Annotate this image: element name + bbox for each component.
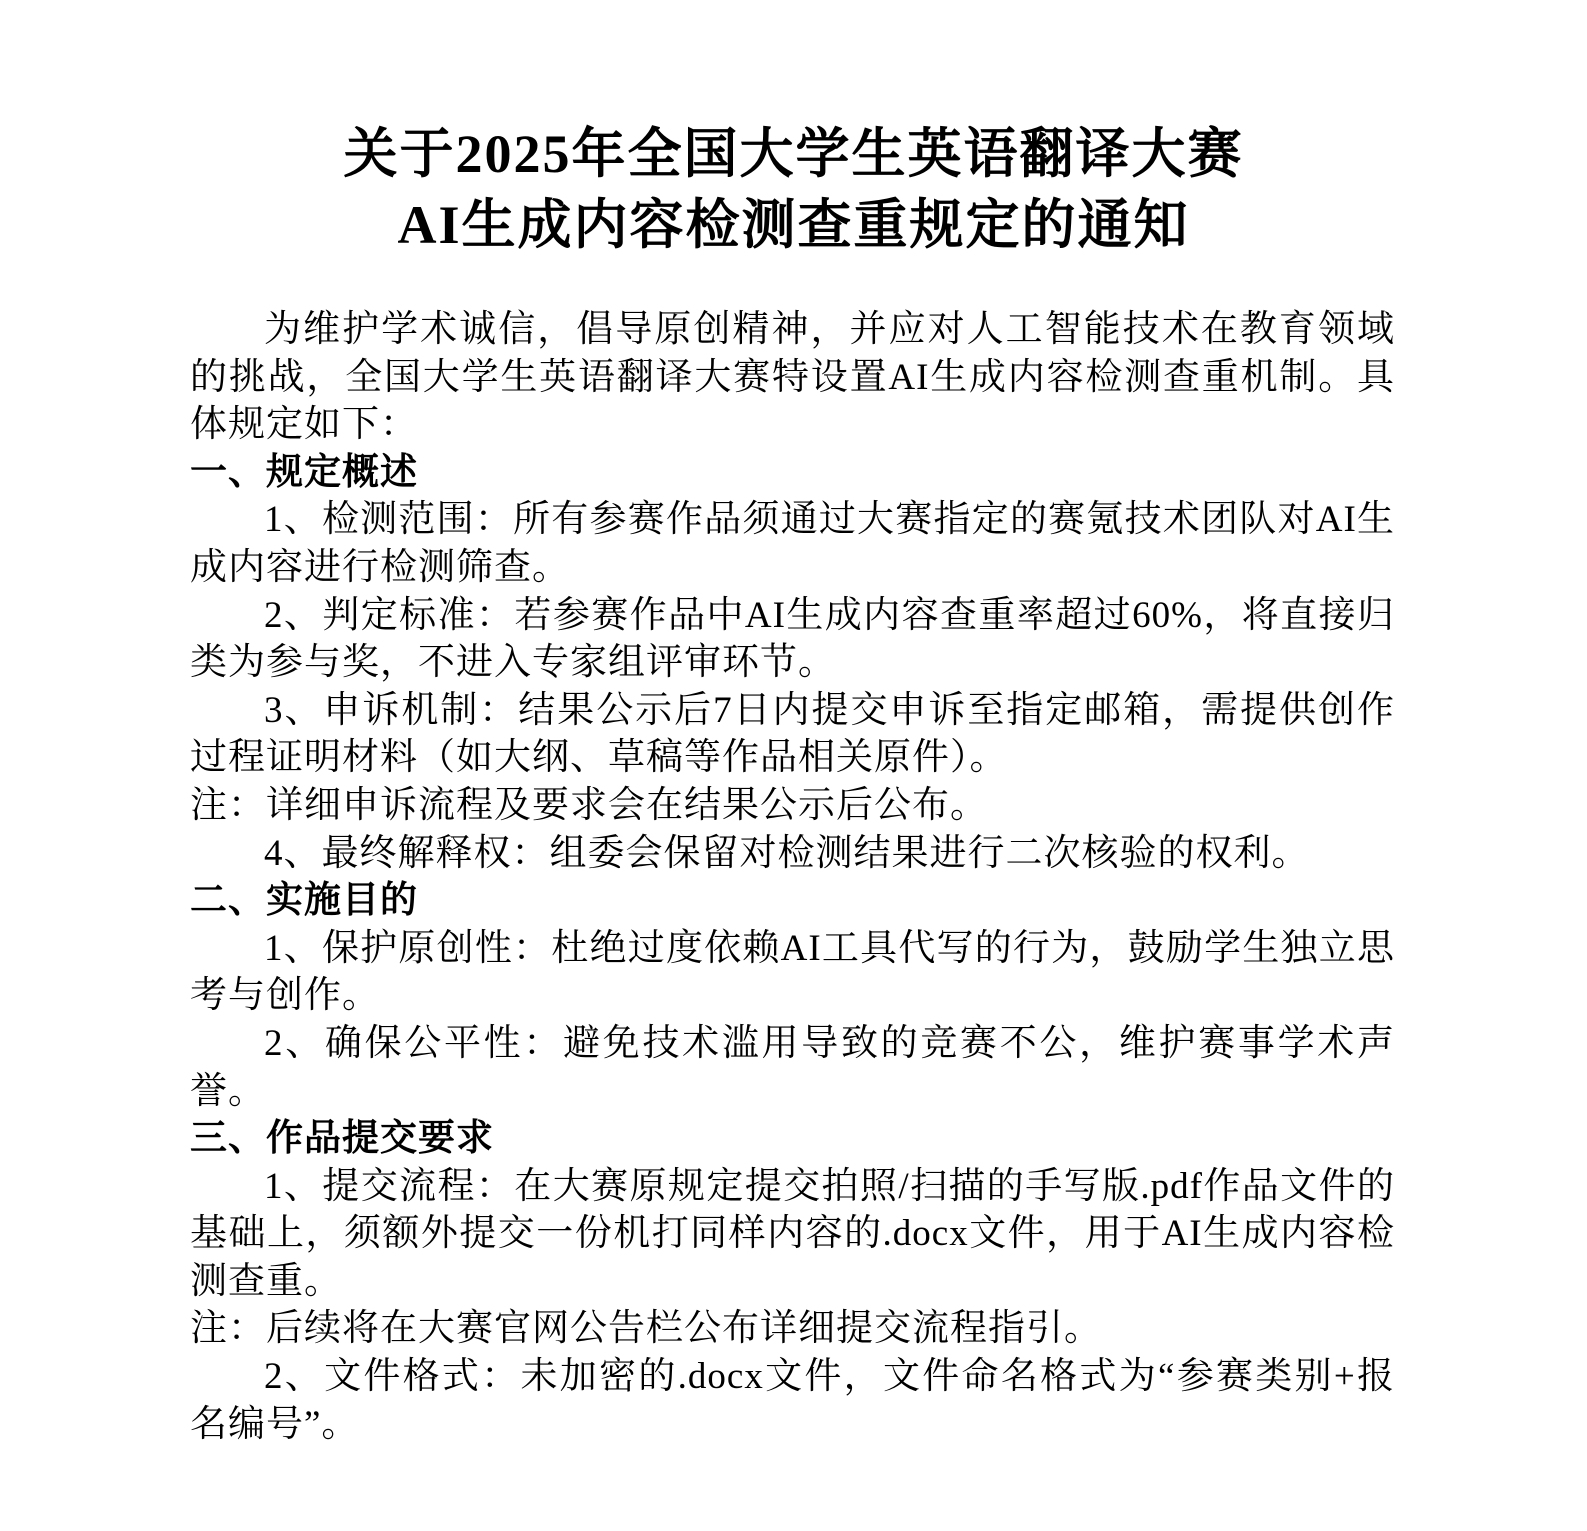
item-protect-originality: 1、保护原创性：杜绝过度依赖AI工具代写的行为，鼓励学生独立思考与创作。 — [190, 927, 1395, 1017]
item-detection-scope: 1、检测范围：所有参赛作品须通过大赛指定的赛氪技术团队对AI生成内容进行检测筛查。 — [190, 499, 1395, 588]
document-body — [190, 306, 1395, 1448]
item-file-format: 2、文件格式：未加密的.docx文件，文件命名格式为“参赛类别+报名编号”。 — [190, 1356, 1395, 1445]
section-heading-overview: 一、规定概述 — [190, 451, 418, 493]
item-submission-process: 1、提交流程：在大赛原规定提交拍照/扫描的手写版.pdf作品文件的基础上，须额外提交一份机打同样内容的.docx文件，用于AI生成内容检测查重。 — [190, 1165, 1395, 1302]
section-heading-submission: 三、作品提交要求 — [190, 1118, 494, 1160]
note-appeal-process: 注：详细申诉流程及要求会在结果公示后公布。 — [190, 784, 988, 826]
item-ensure-fairness: 2、确保公平性：避免技术滥用导致的竞赛不公，维护赛事学术声誉。 — [190, 1022, 1395, 1112]
section-heading-purpose: 二、实施目的 — [190, 880, 418, 922]
item-final-interpretation: 4、最终解释权：组委会保留对检测结果进行二次核验的权利。 — [264, 832, 1310, 874]
item-judgment-criteria: 2、判定标准：若参赛作品中AI生成内容查重率超过60%，将直接归类为参与奖，不进入专家组评审环节。 — [190, 594, 1395, 684]
intro-paragraph: 为维护学术诚信，倡导原创精神，并应对人工智能技术在教育领域的挑战，全国大学生英语翻译大赛特设置AI生成内容检测查重机制。具体规定如下： — [190, 309, 1395, 446]
document-title — [0, 119, 1587, 261]
item-appeal-mechanism: 3、申诉机制：结果公示后7日内提交申诉至指定邮箱，需提供创作过程证明材料（如大纲、草稿等作品相关原件）。 — [190, 689, 1395, 779]
note-submission-guide: 注：后续将在大赛官网公告栏公布详细提交流程指引。 — [190, 1308, 1102, 1350]
title-line-2: AI生成内容检测查重规定的通知 — [397, 195, 1190, 255]
title-line-1: 关于2025年全国大学生英语翻译大赛 — [343, 124, 1244, 184]
